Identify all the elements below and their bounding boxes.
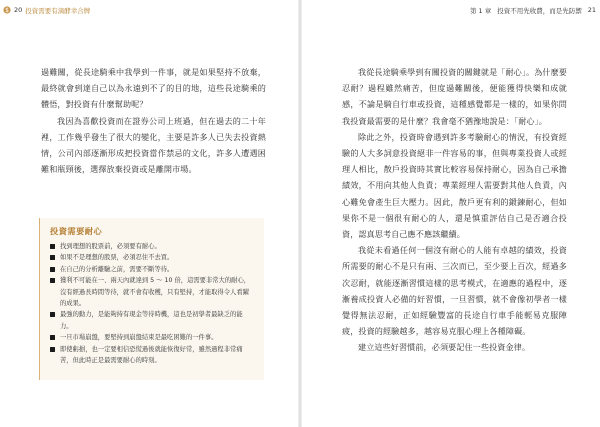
left-paragraph: 我因為喜歡投資而在證券公司上班過，但在過去的二十年裡，工作幾乎發生了很大的變化，主要是許多人已失去投資熱情，公司內部逐漸形成把投資當作禁忌的文化，許多人遭遇困難和瓶頸後，選擇放棄投資或是離開市場。 [41, 115, 266, 175]
tip-text: 最強的動力，是能夠持有現金等待時機，這也是初學者最缺乏的能力。 [60, 311, 243, 330]
right-page-header [470, 4, 596, 16]
right-page-number: 21 [587, 6, 596, 14]
chapter-label: 第 1 章 [469, 6, 492, 15]
tip-list-item [50, 264, 254, 275]
left-running-title: 投資需要有滴酵幸合牌 [25, 6, 91, 15]
tip-list [50, 241, 254, 366]
right-page [301, 0, 600, 427]
square-bullet-icon [50, 312, 55, 317]
tip-text: 在自己的分析離驗之前，需要不斷等待。 [60, 265, 174, 273]
left-page-header [3, 4, 90, 16]
square-bullet-icon [50, 335, 55, 340]
tip-list-item [50, 241, 254, 252]
right-paragraph: 我從長途騎乘學到有關投資的關鍵就是「耐心」。為什麼要忍耐？過程雖然痛苦，但度過難關後，便能獲得快樂和成就感，不論是騎自行車或投資，這種感覺都是一樣的，如果你問我投資最需要的是什麼？我會毫不猶豫地說是：「耐心」。 [342, 67, 567, 126]
tip-list-item [50, 332, 254, 343]
square-bullet-icon [50, 347, 55, 352]
left-body-text [41, 64, 266, 177]
tip-box [39, 218, 264, 380]
tip-list-item [50, 344, 254, 367]
left-paragraph: 過難關，從長途騎乘中我學到一件事，就是如果堅持不放棄，最終就會到達自己以為永遠到不了的目的地，這些長途騎乘的體悟，對投資有什麼幫助呢？ [41, 67, 266, 110]
tip-box-title: 投資需要耐心 [50, 226, 103, 236]
right-paragraph: 除此之外，投資時會遇到許多考驗耐心的情況，有投資經驗的人大多詞意投資絕非一件容易的事，但與專業投資人或經理人相比，散戶投資時其實比較容易保持耐心，因為自己承擔績效，不用向其他人負責；專業經理人需要對其他人負責，內心難免會產生巨大壓力。因此，散戶更有利的鍛鍊耐心，但如果你不是一個很有耐心的人，還是慎重評估自己是否適合投資，認真思考自己應不應該繼續。 [342, 131, 567, 240]
square-bullet-icon [50, 255, 55, 260]
left-page-number: 20 [14, 6, 23, 14]
square-bullet-icon [50, 244, 55, 249]
square-bullet-icon [50, 267, 55, 272]
tip-text: 一旦市場崩盤，要堅持到崩盤結束是最吃困難的一件事。 [60, 334, 218, 342]
tip-list-item [50, 252, 254, 263]
tip-list-item [50, 275, 254, 309]
tip-list-item [50, 309, 254, 332]
tip-text: 即使虧損，也一定要相信恐慌過後就能恢復好常，雖然過程非常痛苦，但此時正是最需要耐心的時刻。 [60, 345, 243, 365]
square-bullet-icon [50, 278, 55, 283]
right-running-title: 投資不用先收費，而是先防禦 [497, 6, 582, 15]
tip-text: 獲利不可能在一、兩天內就達到 5 ～ 10 倍，這需要非常大的耐心，沒有經過長時間等待，就不會有收穫，只有堅持，才能取得令人看躍的成果。 [60, 277, 251, 308]
tip-text: 如果不是理想的股票，必須忍住不去買。 [60, 254, 174, 262]
svg-text:$: $ [5, 7, 9, 14]
left-page [0, 0, 299, 427]
tip-text: 找到理想的股票前，必須要有耐心。 [60, 243, 161, 250]
right-body-text [342, 64, 567, 356]
dollar-sign-icon [3, 6, 11, 14]
right-paragraph: 建立這些好習慣前，必須要記住一些投資金律。 [358, 342, 531, 353]
right-paragraph: 我從未看過任何一個沒有耐心的人能有卓越的績效，投資所需要的耐心不是只有兩、三次而已，至少要上百次，經過多次忍耐，就能逐漸習慣這樣的思考模式，在適應的過程中，逐漸養成投資人必備的好習慣，一旦習慣，就不會像初學者一樣覺得無法忍耐，正如經驗豐富的長途自行車手能輕易克服陣疲，投資的經驗越多，越容易克服心理上各種障礙。 [342, 245, 567, 337]
